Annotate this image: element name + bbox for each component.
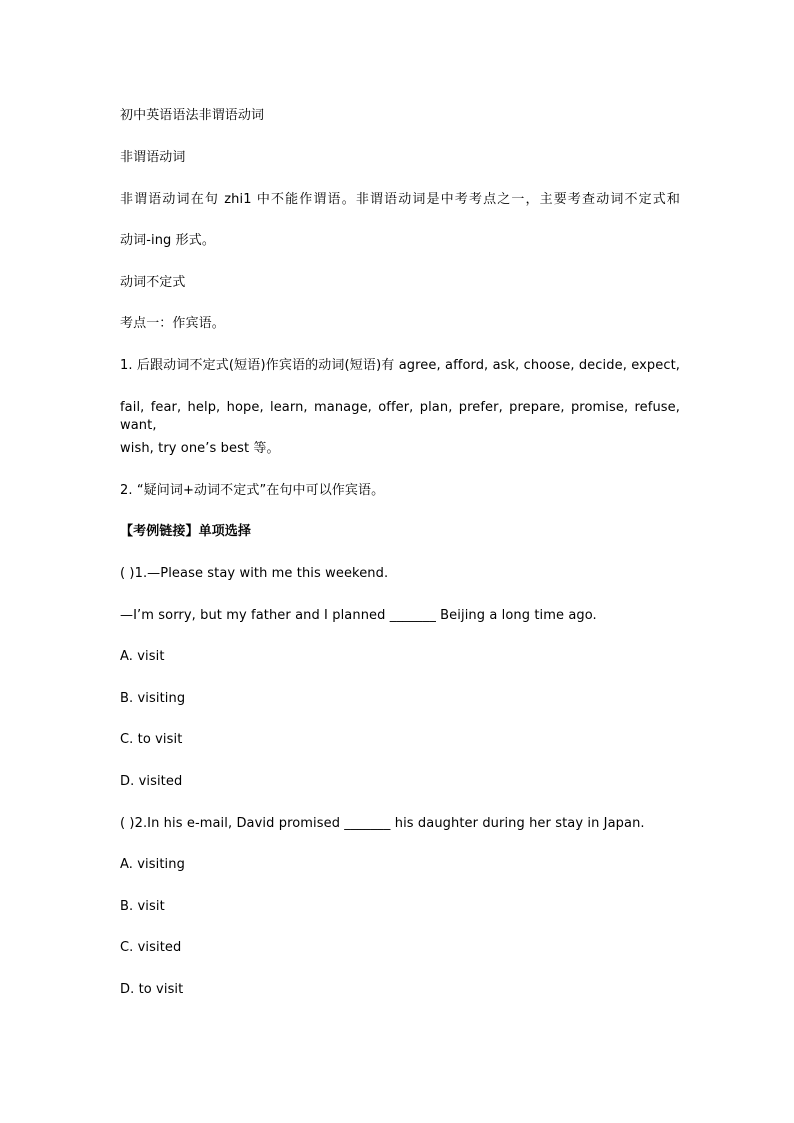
rule-1-line-2: fail, fear, help, hope, learn, manage, offer, plan, prefer, prepare, promise, refuse, want, <box>120 400 680 433</box>
question-1-option-a: A. visit <box>120 649 165 664</box>
question-1-option-b: B. visiting <box>120 691 186 706</box>
point-title: 考点一：作宾语。 <box>120 316 225 331</box>
question-1-option-c: C. to visit <box>120 732 183 747</box>
question-1-stem: ( )1.—Please stay with me this weekend. <box>120 566 389 581</box>
example-header: 【考例链接】单项选择 <box>120 524 252 539</box>
subsection-title: 动词不定式 <box>120 275 186 290</box>
question-2-option-a: A. visiting <box>120 857 185 872</box>
question-2-option-b: B. visit <box>120 899 165 914</box>
intro-text-line-1: 非谓语动词在句 zhi1 中不能作谓语。非谓语动词是中考考点之一，主要考查动词不定式和 <box>120 192 680 207</box>
question-2-option-c: C. visited <box>120 940 182 955</box>
rule-1-line-1: 1. 后跟动词不定式(短语)作宾语的动词(短语)有 agree, afford, ask, choose, decide, expect, <box>120 358 680 373</box>
question-1-option-d: D. visited <box>120 774 183 789</box>
document-title: 初中英语语法非谓语动词 <box>120 108 265 123</box>
rule-1-line-3: wish, try one’s best 等。 <box>120 441 280 456</box>
question-1-reply: —I’m sorry, but my father and I planned _______ Beijing a long time ago. <box>120 608 597 623</box>
intro-text-line-2: 动词-ing 形式。 <box>120 233 215 248</box>
rule-2: 2. “疑问词+动词不定式”在句中可以作宾语。 <box>120 483 385 498</box>
question-2-stem: ( )2.In his e-mail, David promised _______ his daughter during her stay in Japan. <box>120 816 645 831</box>
question-2-option-d: D. to visit <box>120 982 184 997</box>
section-heading: 非谓语动词 <box>120 150 186 165</box>
